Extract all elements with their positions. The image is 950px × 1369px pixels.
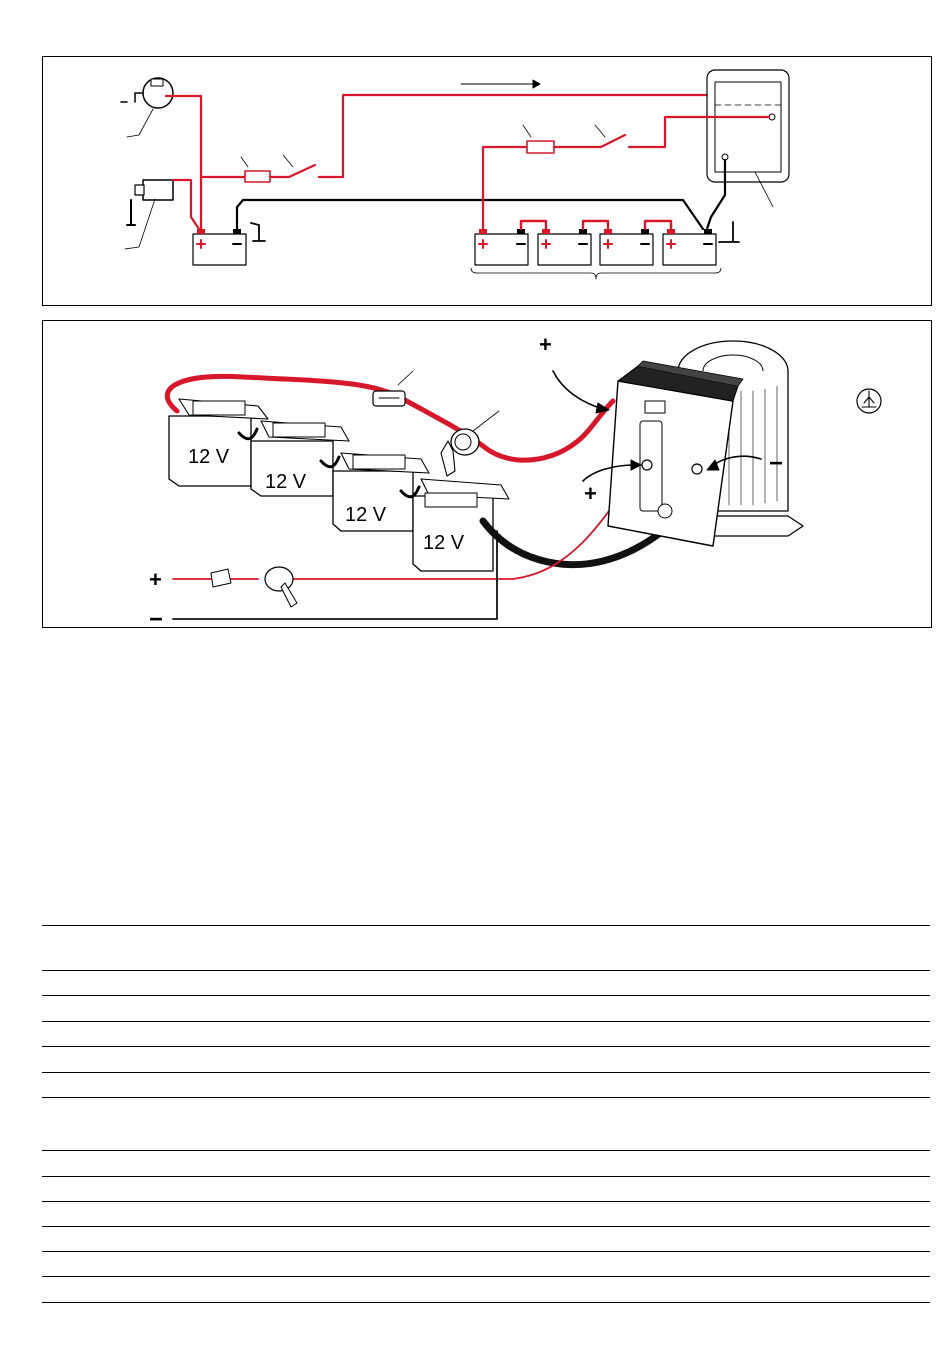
battery-voltage-label: 12 V (188, 446, 230, 468)
battery-4 (413, 479, 509, 571)
table-rule (42, 1302, 930, 1303)
main-switch-icon (441, 411, 499, 476)
wiring-schematic (43, 57, 933, 307)
table-rule (42, 995, 930, 996)
table-rule (42, 1276, 930, 1277)
table-rule (42, 1097, 930, 1098)
table-rule (42, 1150, 930, 1151)
installation-illustration (43, 321, 933, 629)
battery-voltage-label: 12 V (265, 471, 307, 493)
starter-battery (193, 223, 265, 265)
starter-motor-icon (125, 180, 173, 249)
table-rule (42, 1046, 930, 1047)
table-rule (42, 1226, 930, 1227)
control-switch-icon (265, 567, 297, 607)
table-rule (42, 925, 930, 926)
table-rule (42, 1251, 930, 1252)
negative-label: − (769, 450, 784, 477)
wiring-schematic-panel (42, 56, 932, 306)
table-rule (42, 1176, 930, 1177)
positive-label: + (149, 567, 162, 592)
battery-voltage-label: 12 V (345, 504, 387, 526)
controller-box (707, 70, 789, 207)
positive-label: + (584, 481, 597, 506)
control-fuse-icon (211, 569, 231, 587)
alternator-icon (121, 78, 173, 137)
ground-symbol-icon (857, 389, 881, 413)
spec-table (42, 925, 932, 1305)
positive-label: + (539, 332, 552, 357)
table-rule (42, 970, 930, 971)
table-rule (42, 1201, 930, 1202)
table-rule (42, 1072, 930, 1073)
battery-voltage-label: 12 V (423, 532, 465, 554)
installation-illustration-panel (42, 320, 932, 628)
battery-bank (471, 221, 721, 279)
negative-label: − (149, 606, 164, 629)
table-rule (42, 1021, 930, 1022)
